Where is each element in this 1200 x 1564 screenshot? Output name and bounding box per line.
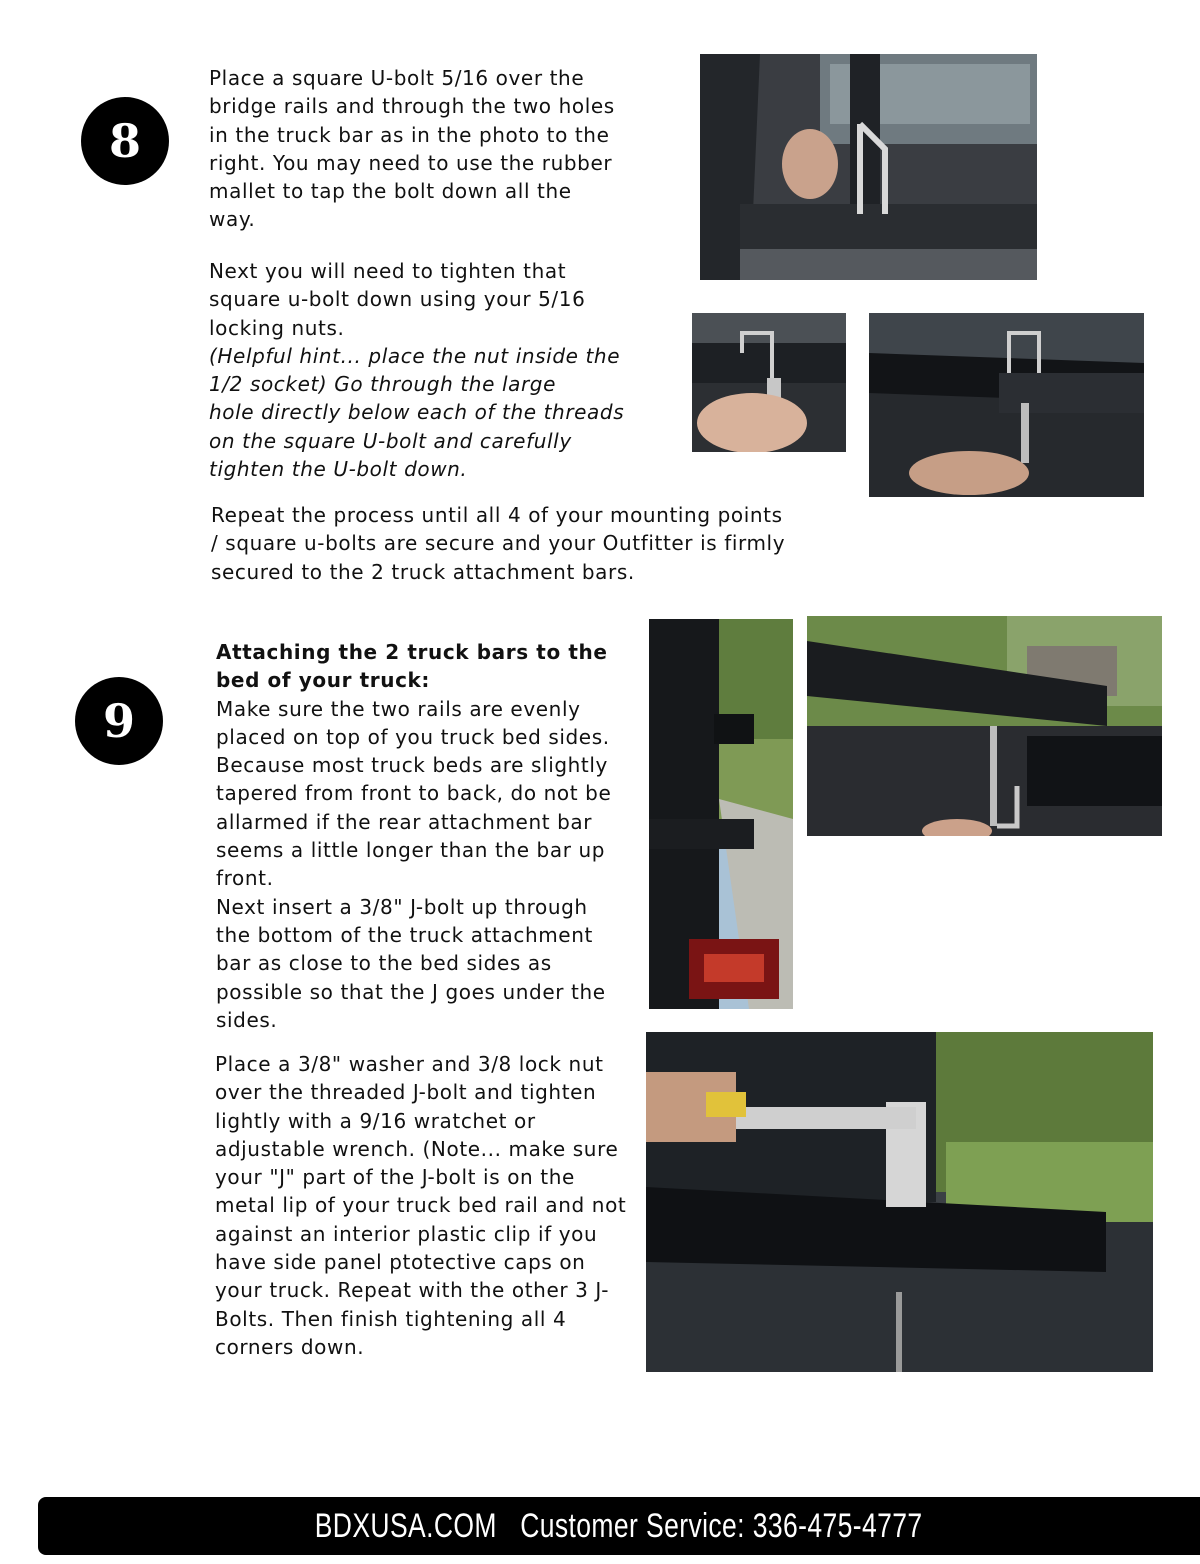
step-8-number: 8: [108, 114, 141, 168]
photo-tighten-jbolt-ratchet: [646, 1032, 1153, 1372]
step-9-paragraph-1: Attaching the 2 truck bars to the bed of your truck: Make sure the two rails are evenly placed on top of you truck bed sides. Because most truck beds are slightly tapered from front to back, do not be allarmed if the rear attachment bar seems a little longer than the bar up front. Next insert a 3/8" J-bolt up through the bottom of the truck attachment bar as close to the bed sides as possible so that the J goes under the sides.: [216, 640, 612, 1032]
step-8-paragraph-1: Place a square U-bolt 5/16 over the bridge rails and through the two holes in the truck bar as in the photo to the right. You may need to use the rubber mallet to tap the bolt down all the way.: [209, 66, 615, 232]
step-9-paragraph-2: Place a 3/8" washer and 3/8 lock nut over the threaded J-bolt and tighten lightly with a 9/16 wratchet or adjustable wrench. (Note... make sure your "J" part of the J-bolt is on the metal lip of your truck bed rail and not against an interior plastic clip if you have side panel ptotective caps on your truck. Repeat with the other 3 J- Bolts. Then finish tightening all 4 corners down.: [215, 1052, 627, 1359]
photo-ubolt-over-rails: [700, 54, 1037, 280]
footer-bar: [38, 1497, 1200, 1555]
step-8-paragraph-3: Repeat the process until all 4 of your mounting points / square u-bolts are secure and your Outfitter is firmly secured to the 2 truck attachment bars.: [211, 503, 786, 584]
photo-nut-in-socket: [692, 313, 846, 452]
step-9-number: 9: [102, 694, 135, 748]
photo-jbolt-under-bed: [807, 616, 1162, 836]
helpful-hint: (Helpful hint... place the nut inside the: [209, 343, 621, 368]
photo-truck-side-rails: [649, 619, 793, 1009]
step-9-heading: Attaching the 2 truck bars to the: [216, 640, 608, 664]
footer-text: BDXUSA.COM Customer Service: 336-475-4777: [315, 1506, 923, 1545]
step-9-badge: [75, 677, 163, 765]
photo-tighten-ubolt: [869, 313, 1144, 497]
step-8-paragraph-2: Next you will need to tighten that square u-bolt down using your 5/16 locking nuts. (Helpful hint... place the nut inside the 1/2 socket) Go through the large hole directly below each of the threads on the square U-bolt and carefully tighten the U-bolt down.: [209, 259, 625, 482]
step-8-badge: [81, 97, 169, 185]
